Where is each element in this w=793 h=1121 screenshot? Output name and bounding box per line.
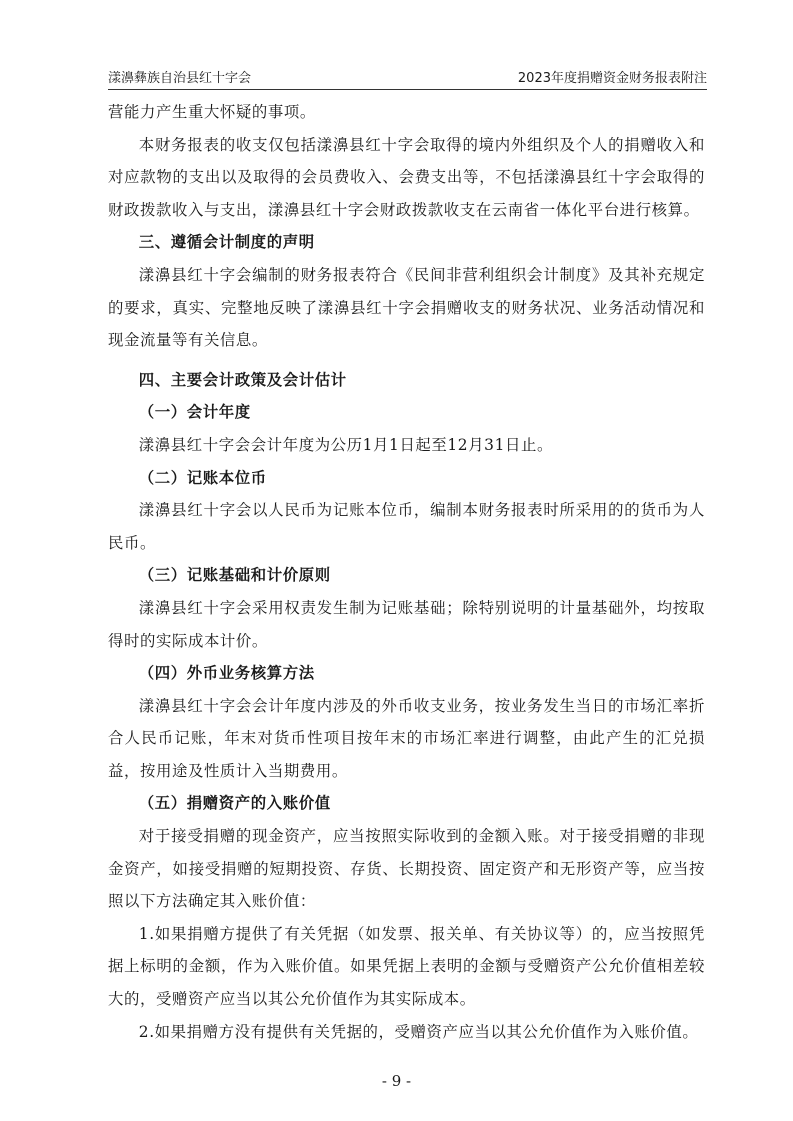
paragraph-donated-assets: 对于接受捐赠的现金资产，应当按照实际收到的金额入账。对于接受捐赠的非现金资产，如接受捐赠的短期投资、存货、长期投资、固定资产和无形资产等，应当按照以下方法确定其入账价值： (108, 827, 705, 911)
subsection-heading-1: （一）会计年度 (138, 403, 251, 422)
paragraph-continuation: 营能力产生重大怀疑的事项。 (108, 103, 316, 121)
paragraph-compliance: 漾濞县红十字会编制的财务报表符合《民间非营利组织会计制度》及其补充规定的要求，真实、完整地反映了漾濞县红十字会捐赠收支的财务状况、业务活动情况和现金流量等有关信息。 (108, 265, 705, 350)
section-heading-4: 四、主要会计政策及会计估计 (138, 370, 347, 389)
subsection-heading-4: （四）外币业务核算方法 (138, 664, 315, 683)
page-number: - 9 - (381, 1072, 412, 1090)
subsection-heading-3: （三）记账基础和计价原则 (138, 566, 331, 585)
paragraph-accounting-basis: 漾濞县红十字会采用权责发生制为记账基础；除特别说明的计量基础外，均按取得时的实际成本计价。 (108, 598, 705, 650)
paragraph-foreign-currency: 漾濞县红十字会会计年度内涉及的外币收支业务，按业务发生当日的市场汇率折合人民币记账，年末对货币性项目按年末的市场汇率进行调整，由此产生的汇兑损益，按用途及性质计入当期费用。 (108, 696, 705, 780)
subsection-heading-2: （二）记账本位币 (138, 468, 267, 487)
section-heading-3: 三、遵循会计制度的声明 (138, 233, 315, 252)
page-header (108, 66, 707, 90)
list-item-1: 1.如果捐赠方提供了有关凭据（如发票、报关单、有关协议等）的，应当按照凭据上标明的金额，作为入账价值。如果凭据上表明的金额与受赠资产公允价值相差较大的，受赠资产应当以其公允价值作为其实际成本。 (108, 924, 705, 1009)
subsection-heading-5: （五）捐赠资产的入账价值 (138, 794, 331, 813)
paragraph-scope: 本财务报表的收支仅包括漾濞县红十字会取得的境内外组织及个人的捐赠收入和对应款物的支出以及取得的会员费收入、会费支出等，不包括漾濞县红十字会取得的财政拨款收入与支出，漾濞县红十字会财政拨款收支在云南省一体化平台进行核算。 (108, 135, 705, 219)
list-item-2: 2.如果捐赠方没有提供有关凭据的，受赠资产应当以其公允价值作为入账价值。 (138, 1022, 699, 1041)
document-body (108, 96, 705, 1048)
paragraph-fiscal-year: 漾濞县红十字会会计年度为公历1月1日起至12月31日止。 (138, 435, 553, 454)
header-organization: 漾濞彝族自治县红十字会 (108, 71, 252, 86)
header-document-title: 2023年度捐赠资金财务报表附注 (517, 71, 707, 86)
paragraph-currency: 漾濞县红十字会以人民币为记账本位币，编制本财务报表时所采用的的货币为人民币。 (108, 501, 705, 552)
